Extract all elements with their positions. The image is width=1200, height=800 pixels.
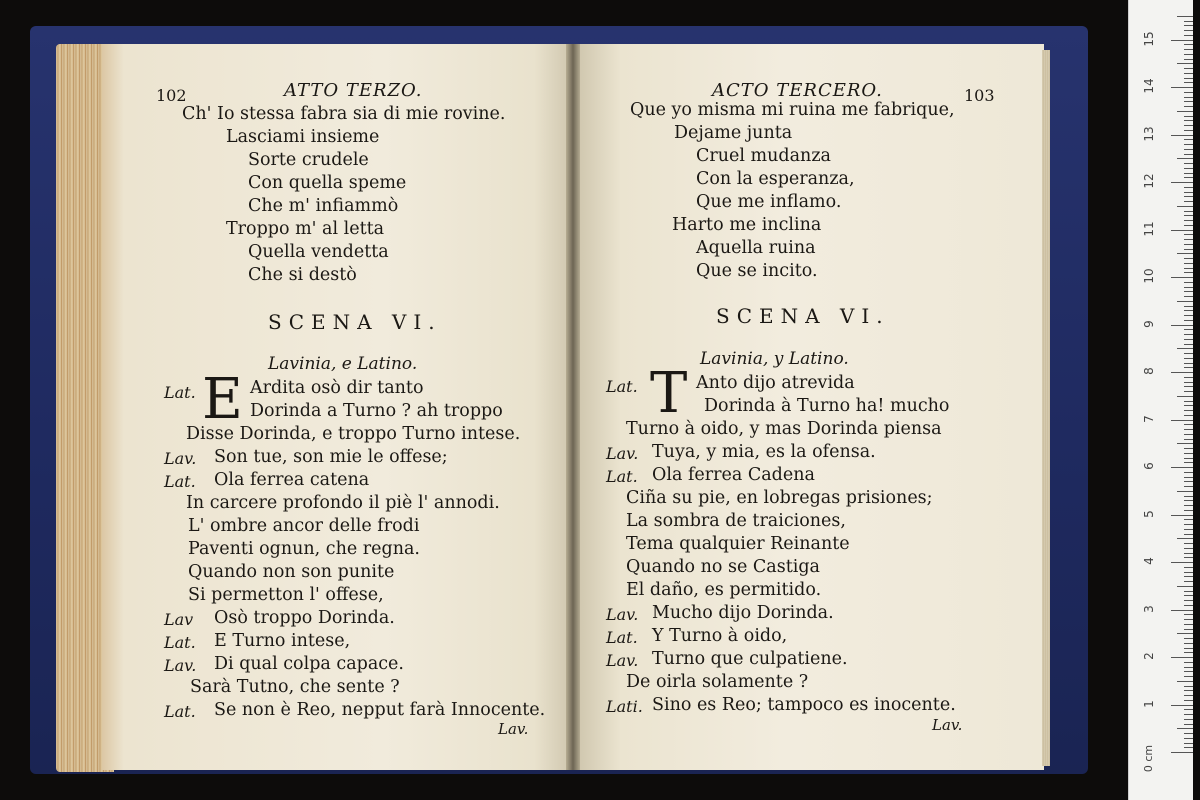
ruler-tick: [1184, 315, 1193, 316]
ruler-tick: [1184, 144, 1193, 145]
ruler-number: 14: [1142, 78, 1156, 94]
ruler-tick: [1177, 681, 1193, 682]
ruler-tick: [1184, 652, 1193, 653]
ruler-tick: [1184, 282, 1193, 283]
ruler-tick: [1184, 458, 1193, 459]
right-drop-cap: T: [650, 361, 688, 426]
left-dialogue-line: Quando non son punite: [188, 562, 395, 582]
ruler-tick: [1184, 211, 1193, 212]
ruler-tick: [1184, 743, 1193, 744]
ruler-tick: [1184, 676, 1193, 677]
ruler-tick: [1184, 291, 1193, 292]
ruler-number: 11: [1142, 220, 1156, 237]
ruler-tick: [1184, 225, 1193, 226]
ruler-tick: [1177, 538, 1193, 539]
ruler-tick: [1177, 111, 1193, 112]
ruler-tick: [1171, 467, 1193, 468]
ruler-tick: [1184, 187, 1193, 188]
left-speaker: Lav: [164, 610, 194, 629]
right-verse-line: Aquella ruina: [696, 238, 816, 258]
ruler-tick: [1184, 724, 1193, 725]
left-verse-line: Ch' Io stessa fabra sia di mie rovine.: [182, 104, 506, 124]
ruler-number: 10: [1142, 268, 1156, 284]
right-catchword: Lav.: [932, 716, 963, 734]
right-running-head: ACTO TERCERO.: [712, 80, 883, 101]
ruler-tick: [1184, 306, 1193, 307]
ruler-tick: [1171, 752, 1193, 753]
ruler-tick: [1184, 477, 1193, 478]
ruler-tick: [1184, 239, 1193, 240]
right-dialogue-line: Mucho dijo Dorinda.: [652, 603, 834, 623]
ruler-number: 6: [1142, 462, 1156, 470]
ruler-tick: [1184, 614, 1193, 615]
left-verse-line: Troppo m' al letta: [226, 219, 385, 239]
ruler-tick: [1184, 101, 1193, 102]
ruler-tick: [1184, 709, 1193, 710]
ruler-tick: [1184, 268, 1193, 269]
ruler-tick: [1184, 125, 1193, 126]
right-verse-line: Que se incito.: [696, 261, 818, 281]
right-speaker: Lav.: [606, 651, 639, 670]
ruler-tick: [1184, 382, 1193, 383]
ruler-tick: [1171, 705, 1193, 706]
ruler-number: 15: [1142, 30, 1156, 47]
right-speaker: Lav.: [606, 444, 639, 463]
left-dialogue-line: Son tue, son mie le offese;: [214, 447, 448, 467]
ruler-tick: [1184, 486, 1193, 487]
left-verse-line: Quella vendetta: [248, 242, 389, 262]
left-dialogue-line: Paventi ognun, che regna.: [188, 539, 420, 559]
ruler-unit-label: 0 cm: [1142, 744, 1156, 773]
ruler-tick: [1184, 287, 1193, 288]
ruler-tick: [1184, 25, 1193, 26]
ruler-tick: [1184, 249, 1193, 250]
ruler-tick: [1184, 130, 1193, 131]
ruler-tick: [1177, 16, 1193, 17]
ruler-number: 5: [1142, 509, 1156, 518]
ruler-tick: [1184, 201, 1193, 202]
measuring-ruler: [1128, 0, 1193, 800]
left-opening-line-2: Dorinda a Turno ? ah troppo: [250, 401, 503, 421]
ruler-tick: [1184, 576, 1193, 577]
ruler-tick: [1184, 244, 1193, 245]
right-dialogue-line: El daño, es permitido.: [626, 580, 822, 600]
left-dialogue-line: Ola ferrea catena: [214, 470, 370, 490]
ruler-tick: [1184, 738, 1193, 739]
left-verse-line: Sorte crudele: [248, 150, 369, 170]
book-gutter: [566, 44, 580, 770]
ruler-tick: [1184, 177, 1193, 178]
ruler-tick: [1184, 481, 1193, 482]
ruler-tick: [1177, 253, 1193, 254]
ruler-tick: [1184, 263, 1193, 264]
right-verse-line: Que me inflamo.: [696, 192, 842, 212]
ruler-tick: [1184, 192, 1193, 193]
ruler-tick: [1177, 206, 1193, 207]
ruler-tick: [1177, 633, 1193, 634]
right-verse-line: Cruel mudanza: [696, 146, 831, 166]
ruler-tick: [1184, 733, 1193, 734]
right-verse-line: Que yo misma mi ruina me fabrique,: [630, 100, 955, 120]
ruler-tick: [1184, 44, 1193, 45]
ruler-tick: [1184, 234, 1193, 235]
ruler-tick: [1184, 377, 1193, 378]
right-characters: Lavinia, y Latino.: [700, 349, 849, 369]
right-dialogue-line: Tema qualquier Reinante: [626, 534, 850, 554]
right-dialogue-line: Tuya, y mia, es la ofensa.: [652, 442, 876, 462]
ruler-tick: [1177, 586, 1193, 587]
ruler-tick: [1184, 648, 1193, 649]
ruler-number: 1: [1142, 699, 1156, 708]
ruler-tick: [1184, 624, 1193, 625]
ruler-tick: [1184, 334, 1193, 335]
ruler-tick: [1184, 54, 1193, 55]
left-dialogue-line: Se non è Reo, nepput farà Innocente.: [214, 700, 546, 720]
ruler-tick: [1184, 78, 1193, 79]
right-verse-line: Harto me inclina: [672, 215, 822, 235]
right-page-number: 103: [964, 86, 995, 105]
ruler-tick: [1171, 182, 1193, 183]
right-speaker: Lati.: [606, 697, 643, 716]
ruler-tick: [1184, 353, 1193, 354]
right-verse-line: Dejame junta: [674, 123, 793, 143]
ruler-tick: [1184, 367, 1193, 368]
ruler-tick: [1184, 258, 1193, 259]
ruler-tick: [1184, 519, 1193, 520]
ruler-tick: [1184, 363, 1193, 364]
right-speaker: Lat.: [606, 467, 638, 486]
ruler-tick: [1177, 491, 1193, 492]
left-verse-line: Lasciami insieme: [226, 127, 380, 147]
ruler-tick: [1184, 453, 1193, 454]
ruler-tick: [1184, 415, 1193, 416]
ruler-tick: [1184, 581, 1193, 582]
left-dialogue-line: Di qual colpa capace.: [214, 654, 404, 674]
right-dialogue-line: Ola ferrea Cadena: [652, 465, 815, 485]
ruler-tick: [1184, 671, 1193, 672]
left-drop-cap: E: [202, 367, 243, 432]
ruler-tick: [1184, 358, 1193, 359]
ruler-tick: [1184, 534, 1193, 535]
ruler-tick: [1171, 87, 1193, 88]
ruler-tick: [1184, 662, 1193, 663]
left-verse-line: Che m' infiammò: [248, 196, 399, 216]
right-opening-speaker: Lat.: [606, 377, 638, 396]
ruler-tick: [1184, 21, 1193, 22]
ruler-tick: [1171, 515, 1193, 516]
ruler-tick: [1184, 719, 1193, 720]
left-dialogue-line: In carcere profondo il piè l' annodi.: [186, 493, 500, 513]
left-dialogue-line: Si permetton l' offese,: [188, 585, 384, 605]
ruler-tick: [1184, 344, 1193, 345]
ruler-tick: [1184, 429, 1193, 430]
ruler-tick: [1184, 553, 1193, 554]
ruler-tick: [1184, 339, 1193, 340]
ruler-tick: [1184, 68, 1193, 69]
ruler-tick: [1171, 562, 1193, 563]
ruler-tick: [1184, 619, 1193, 620]
ruler-tick: [1184, 600, 1193, 601]
right-opening-line-2: Dorinda à Turno ha! mucho: [704, 396, 950, 416]
left-dialogue-line: L' ombre ancor delle frodi: [188, 516, 420, 536]
ruler-tick: [1184, 548, 1193, 549]
ruler-tick: [1184, 500, 1193, 501]
right-dialogue-line: Sino es Reo; tampoco es inocente.: [652, 695, 956, 715]
right-page-edge: [1042, 50, 1050, 766]
ruler-number: 8: [1142, 367, 1156, 375]
left-running-head: ATTO TERZO.: [284, 80, 423, 101]
right-dialogue-line: De oirla solamente ?: [626, 672, 809, 692]
ruler-tick: [1184, 97, 1193, 98]
ruler-tick: [1184, 73, 1193, 74]
ruler-tick: [1184, 462, 1193, 463]
ruler-tick: [1184, 695, 1193, 696]
left-dialogue-line: Osò troppo Dorinda.: [214, 608, 395, 628]
ruler-tick: [1184, 510, 1193, 511]
ruler-tick: [1184, 572, 1193, 573]
ruler-tick: [1177, 728, 1193, 729]
ruler-tick: [1184, 92, 1193, 93]
left-dialogue-line: Sarà Tutno, che sente ?: [190, 677, 400, 697]
left-opening-speaker: Lat.: [164, 383, 196, 402]
ruler-tick: [1177, 158, 1193, 159]
ruler-tick: [1184, 505, 1193, 506]
ruler-tick: [1177, 396, 1193, 397]
left-dialogue-line: Disse Dorinda, e troppo Turno intese.: [186, 424, 521, 444]
ruler-tick: [1184, 329, 1193, 330]
left-speaker: Lav.: [164, 449, 197, 468]
ruler-tick: [1184, 163, 1193, 164]
ruler-tick: [1184, 424, 1193, 425]
ruler-tick: [1184, 168, 1193, 169]
ruler-tick: [1184, 272, 1193, 273]
ruler-tick: [1184, 496, 1193, 497]
ruler-tick: [1184, 386, 1193, 387]
ruler-tick: [1184, 690, 1193, 691]
ruler-tick: [1184, 405, 1193, 406]
ruler-tick: [1184, 557, 1193, 558]
ruler-tick: [1184, 543, 1193, 544]
ruler-tick: [1171, 230, 1193, 231]
right-dialogue-line: Quando no se Castiga: [626, 557, 820, 577]
ruler-tick: [1184, 215, 1193, 216]
left-catchword: Lav.: [498, 720, 529, 738]
ruler-number: 13: [1142, 125, 1156, 142]
ruler-tick: [1184, 106, 1193, 107]
ruler-tick: [1171, 277, 1193, 278]
left-dialogue-line: E Turno intese,: [214, 631, 351, 651]
right-speaker: Lat.: [606, 628, 638, 647]
ruler-tick: [1171, 40, 1193, 41]
ruler-tick: [1184, 638, 1193, 639]
ruler-number: 3: [1142, 604, 1156, 613]
ruler-tick: [1171, 420, 1193, 421]
ruler-tick: [1184, 686, 1193, 687]
ruler-number: 4: [1142, 557, 1156, 565]
ruler-tick: [1184, 310, 1193, 311]
ruler-tick: [1171, 610, 1193, 611]
ruler-tick: [1177, 63, 1193, 64]
right-dialogue-line: Ciña su pie, en lobregas prisiones;: [626, 488, 933, 508]
left-page-number: 102: [156, 86, 187, 105]
ruler-tick: [1184, 472, 1193, 473]
left-verse-line: Che si destò: [248, 265, 357, 285]
ruler-tick: [1171, 135, 1193, 136]
ruler-tick: [1171, 325, 1193, 326]
ruler-tick: [1184, 139, 1193, 140]
ruler-tick: [1184, 667, 1193, 668]
ruler-tick: [1184, 595, 1193, 596]
ruler-number: 7: [1142, 414, 1156, 423]
ruler-tick: [1171, 372, 1193, 373]
left-speaker: Lat.: [164, 633, 196, 652]
ruler-tick: [1184, 567, 1193, 568]
ruler-tick: [1171, 657, 1193, 658]
ruler-tick: [1184, 643, 1193, 644]
left-verse-line: Con quella speme: [248, 173, 407, 193]
ruler-tick: [1184, 700, 1193, 701]
ruler-tick: [1184, 154, 1193, 155]
ruler-tick: [1184, 747, 1193, 748]
ruler-tick: [1184, 401, 1193, 402]
right-opening-line-1: Anto dijo atrevida: [696, 373, 855, 393]
right-dialogue-line: Turno que culpatiene.: [652, 649, 848, 669]
ruler-tick: [1184, 120, 1193, 121]
ruler-tick: [1184, 410, 1193, 411]
ruler-tick: [1184, 320, 1193, 321]
ruler-tick: [1184, 35, 1193, 36]
left-characters: Lavinia, e Latino.: [268, 354, 418, 374]
ruler-tick: [1184, 524, 1193, 525]
ruler-tick: [1184, 220, 1193, 221]
ruler-tick: [1184, 82, 1193, 83]
ruler-tick: [1184, 116, 1193, 117]
ruler-tick: [1184, 49, 1193, 50]
ruler-tick: [1184, 591, 1193, 592]
right-verse-line: Con la esperanza,: [696, 169, 855, 189]
ruler-tick: [1177, 348, 1193, 349]
ruler-tick: [1184, 714, 1193, 715]
ruler-tick: [1184, 439, 1193, 440]
ruler-tick: [1184, 629, 1193, 630]
ruler-number: 2: [1142, 652, 1156, 660]
ruler-tick: [1184, 196, 1193, 197]
right-scene-title: SCENA VI.: [716, 304, 890, 328]
left-speaker: Lat.: [164, 702, 196, 721]
ruler-tick: [1184, 529, 1193, 530]
left-speaker: Lav.: [164, 656, 197, 675]
ruler-tick: [1177, 443, 1193, 444]
ruler-tick: [1177, 301, 1193, 302]
right-speaker: Lav.: [606, 605, 639, 624]
ruler-tick: [1184, 296, 1193, 297]
ruler-number: 12: [1142, 173, 1156, 189]
ruler-tick: [1184, 434, 1193, 435]
ruler-number: 9: [1142, 319, 1156, 328]
ruler-tick: [1184, 30, 1193, 31]
right-dialogue-line: Y Turno à oido,: [652, 626, 788, 646]
ruler-tick: [1184, 605, 1193, 606]
right-dialogue-line: Turno à oido, y mas Dorinda piensa: [626, 419, 942, 439]
ruler-tick: [1184, 59, 1193, 60]
ruler-tick: [1184, 173, 1193, 174]
right-dialogue-line: La sombra de traiciones,: [626, 511, 846, 531]
ruler-tick: [1184, 448, 1193, 449]
left-scene-title: SCENA VI.: [268, 310, 442, 334]
ruler-tick: [1184, 149, 1193, 150]
ruler-tick: [1184, 391, 1193, 392]
left-speaker: Lat.: [164, 472, 196, 491]
left-opening-line-1: Ardita osò dir tanto: [250, 378, 424, 398]
